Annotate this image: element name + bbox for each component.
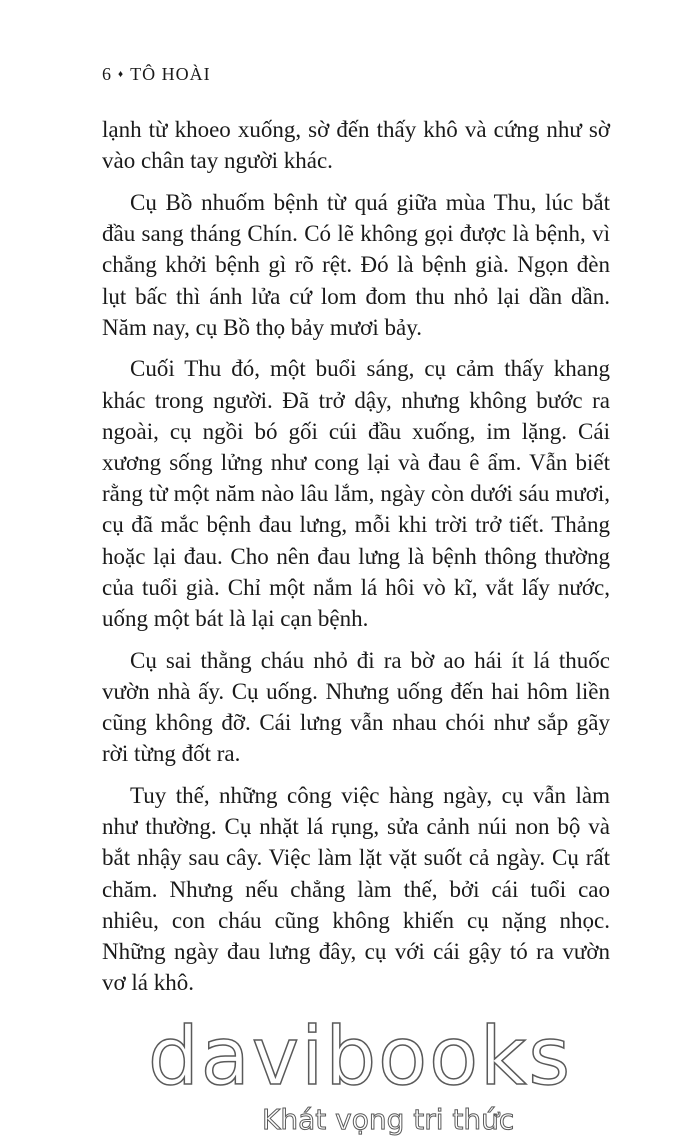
page-number: 6: [102, 64, 112, 84]
body-text: [102, 114, 610, 1009]
running-header: [102, 64, 211, 85]
paragraph: Tuy thế, những công việc hàng ngày, cụ vẫn làm như thường. Cụ nhặt lá rụng, sửa cảnh núi non bộ và bắt nhậy sau cây. Việc làm lặt vặt suốt cả ngày. Cụ rất chăm. Nhưng nếu chẳng làm thế, bởi cái tuổi cao nhiêu, con cháu cũng không khiến cụ nặng nhọc. Những ngày đau lưng đây, cụ với cái gậy tó ra vườn vơ lá khô.: [102, 783, 610, 996]
author-name: TÔ HOÀI: [130, 64, 211, 84]
paragraph: Cụ sai thằng cháu nhỏ đi ra bờ ao hái ít lá thuốc vườn nhà ấy. Cụ uống. Nhưng uống đến hai hôm liền cũng không đỡ. Cái lưng vẫn nhau chói như sắp gãy rời từng đốt ra.: [102, 647, 610, 767]
watermark-brand: davibooks: [148, 1010, 573, 1103]
paragraph: Cụ Bồ nhuốm bệnh từ quá giữa mùa Thu, lúc bắt đầu sang tháng Chín. Có lẽ không gọi được là bệnh, vì chẳng khởi bệnh gì rõ rệt. Đó là bệnh già. Ngọn đèn lụt bấc thì ánh lửa cứ lom đom thu nhỏ lại dần dần. Năm nay, cụ Bồ thọ bảy mươi bảy.: [102, 189, 610, 340]
paragraph: Cuối Thu đó, một buổi sáng, cụ cảm thấy khang khác trong người. Đã trở dậy, nhưng không bước ra ngoài, cụ ngồi bó gối cúi đầu xuống, im lặng. Cái xương sống lửng như cong lại và đau ê ẩm. Vẫn biết rằng từ một năm nào lâu lắm, ngày còn dưới sáu mươi, cụ đã mắc bệnh đau lưng, mỗi khi trời trở tiết. Thảng hoặc lại đau. Cho nên đau lưng là bệnh thông thường của tuổi già. Chỉ một nắm lá hôi vò kĩ, vắt lấy nước, uống một bát là lại cạn bệnh.: [102, 356, 610, 632]
paragraph-continued: lạnh từ khoeo xuống, sờ đến thấy khô và cứng như sờ vào chân tay người khác.: [102, 117, 610, 174]
watermark: [0, 1012, 700, 1140]
diamond-separator-icon: ♦: [118, 69, 125, 80]
watermark-tagline: Khát vọng tri thức: [262, 1103, 515, 1136]
